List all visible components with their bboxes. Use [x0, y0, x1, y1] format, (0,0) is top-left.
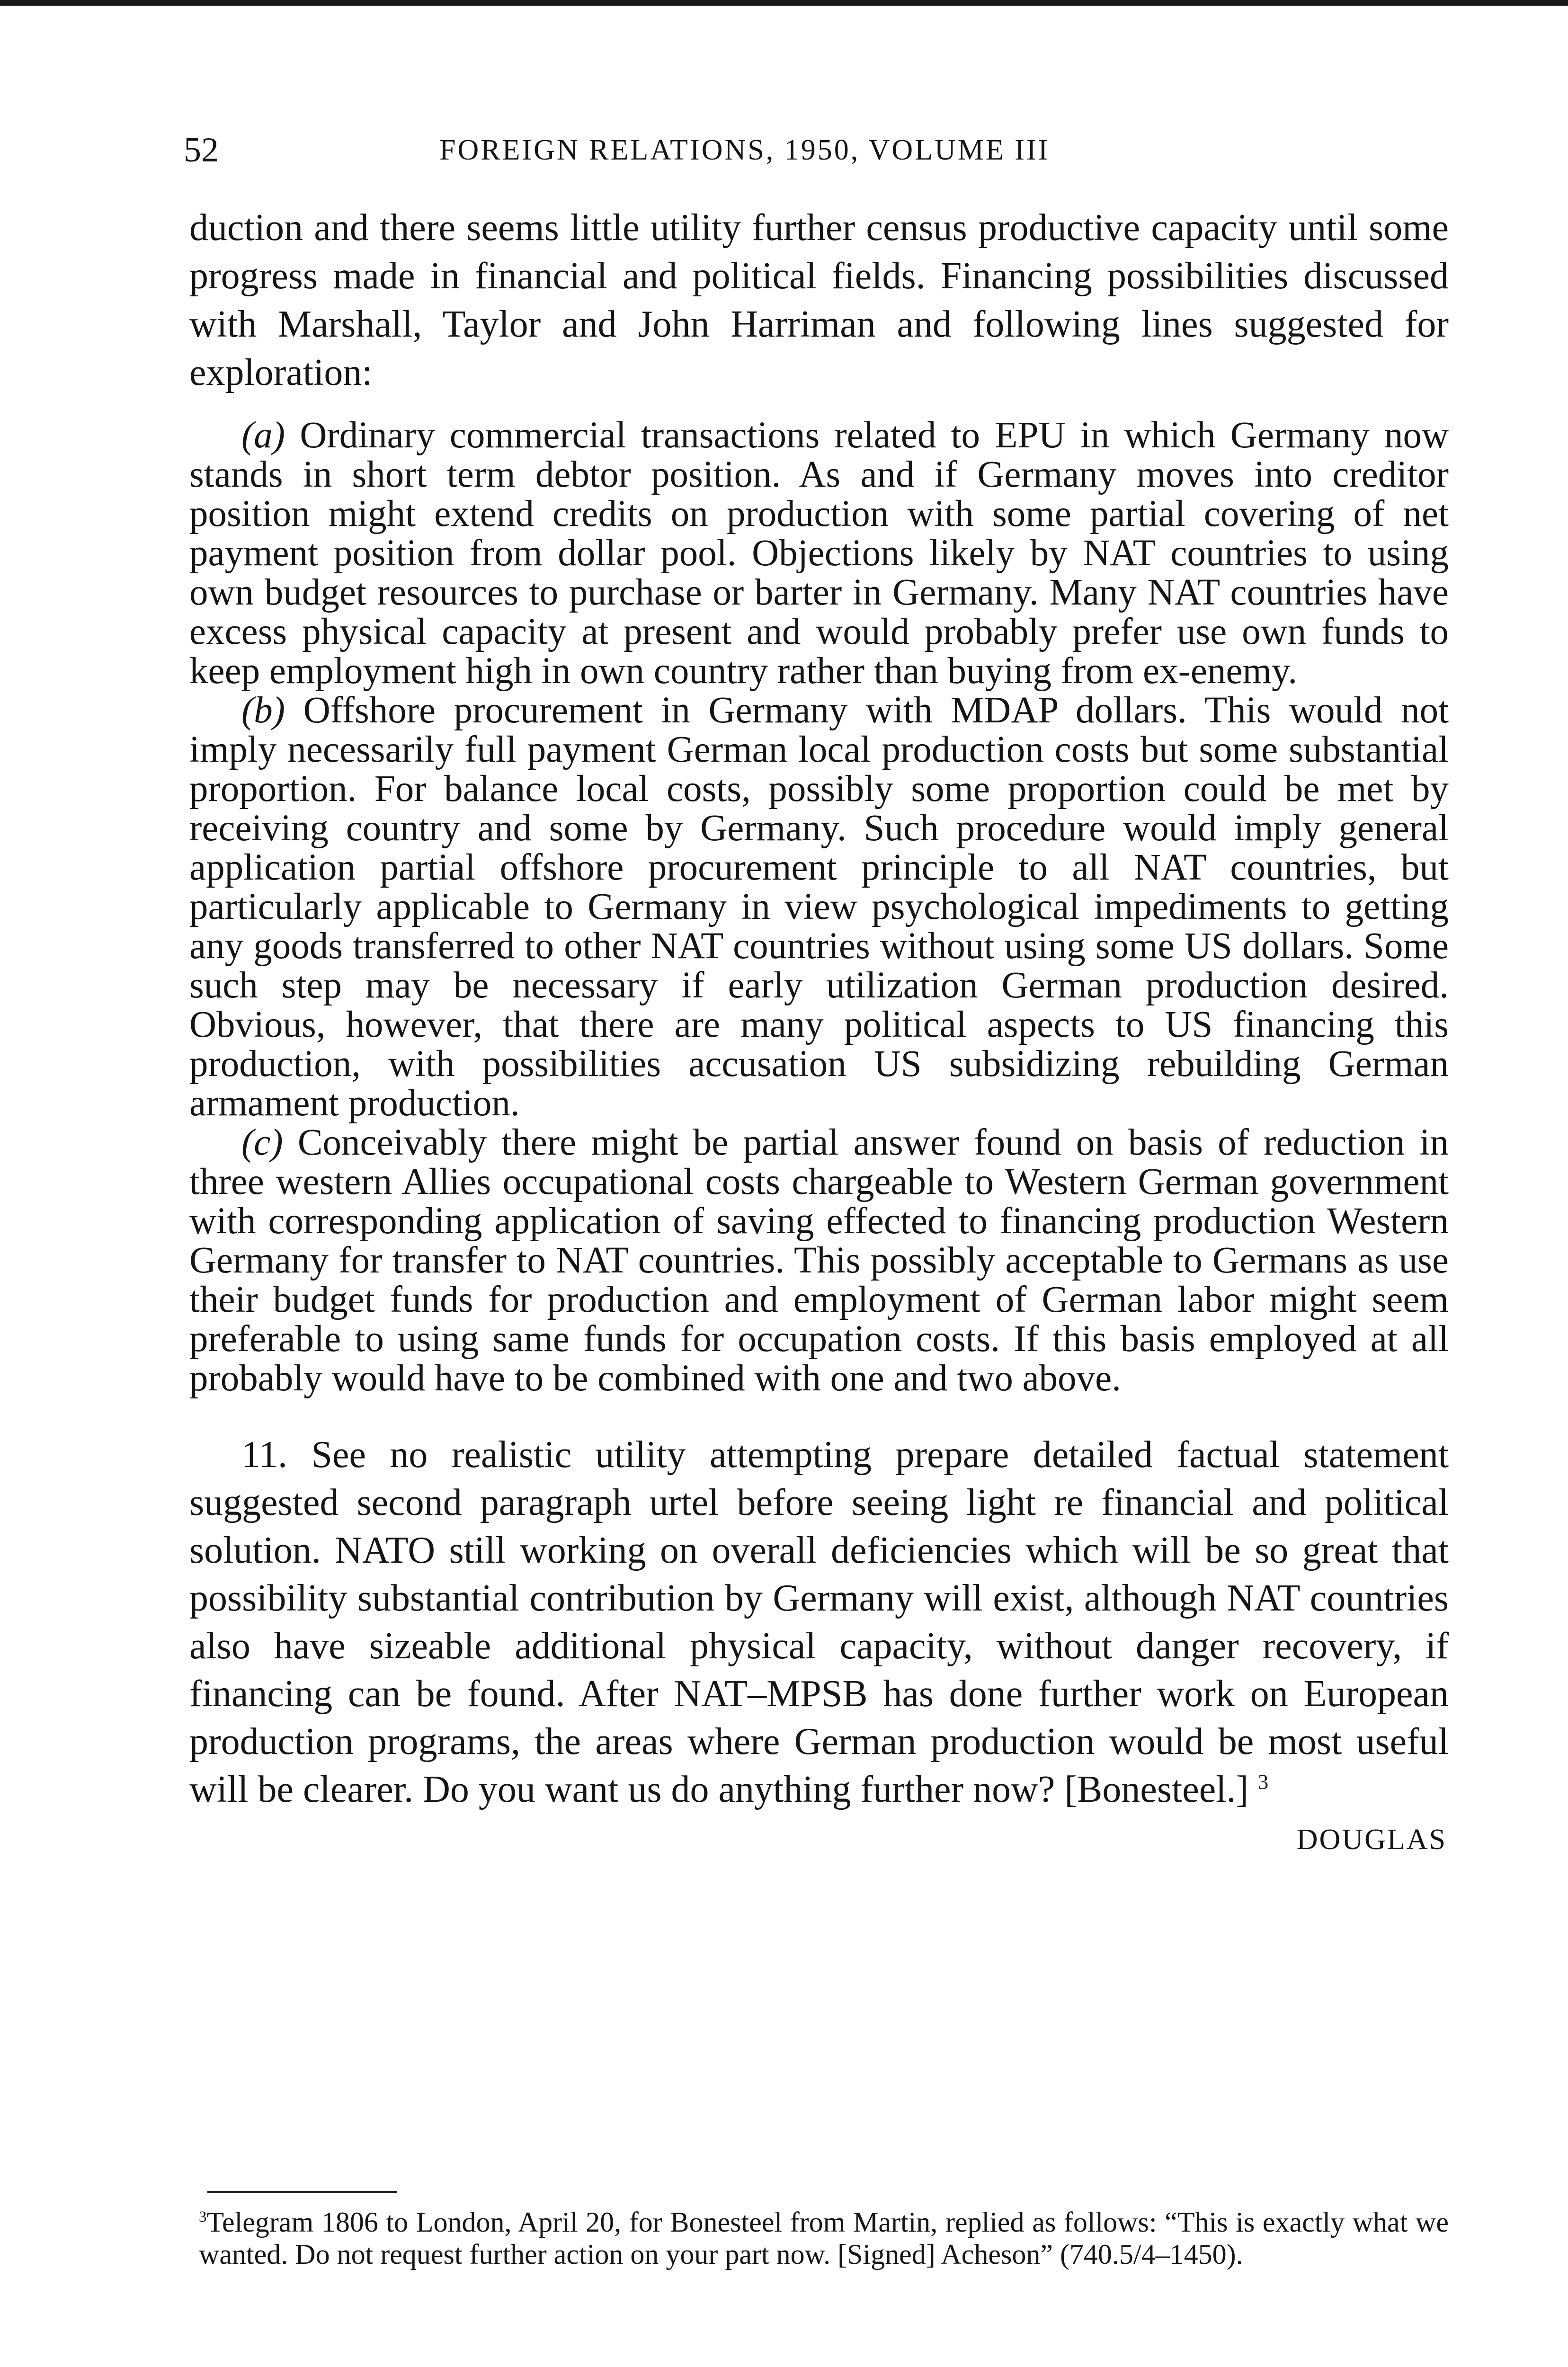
item-c-label: (c)	[241, 1122, 283, 1163]
page-number: 52	[184, 131, 219, 169]
item-c-paragraph	[189, 1123, 1449, 1398]
item-b-paragraph	[189, 691, 1449, 1123]
footnote-marker: 3	[199, 2208, 207, 2225]
footnote	[199, 2206, 1449, 2270]
footnote-rule	[207, 2191, 397, 2193]
footnote-reference: 3	[1258, 1770, 1269, 1794]
item-b-text: Offshore procurement in Germany with MDAP dollars. This would not imply necessarily full payment German local production costs but some substantial proportion. For balance local costs, possibly some proportion could be met by receiving country and some by Germany. Such procedure would imply general application partial offshore procurement principle to all NAT countries, but particularly applicable to Germany in view psychological impediments to getting any goods transferred to other NAT countries without using some US dollars. Some such step may be necessary if early utilization German production desired. Obvious, however, that there are many political aspects to US financing this production, with possibilities accusation US subsidizing rebuilding German armament production.	[189, 690, 1449, 1124]
item-a-text: Ordinary commercial transactions related to EPU in which Germany now stands in short term debtor position. As and if Germany moves into creditor position might extend credits on production with some partial covering of net payment position from dollar pool. Objections likely by NAT countries to using own budget resources to purchase or barter in Germany. Many NAT countries have excess physical capacity at present and would probably prefer use own funds to keep employment high in own country rather than buying from ex-enemy.	[189, 415, 1449, 692]
item-a-paragraph	[189, 416, 1449, 691]
top-edge-rule	[0, 0, 1568, 6]
paragraph-11	[189, 1431, 1449, 1814]
body-text	[189, 204, 1449, 1861]
signature: DOUGLAS	[1296, 1824, 1447, 1856]
running-head	[184, 129, 1452, 171]
item-a-label: (a)	[241, 415, 285, 456]
item-b-label: (b)	[241, 690, 285, 731]
intro-paragraph: duction and there seems little utility further census productive capacity until some progress made in financial and political fields. Financing possibilities discussed with Marshall, Taylor and John Harriman and following lines suggested for exploration:	[189, 207, 1449, 393]
paragraph-11-text: 11. See no realistic utility attempting prepare detailed factual statement suggested second paragraph urtel before seeing light re financial and political solution. NATO still working on overall deficiencies which will be so great that possibility substantial contribution by Germany will exist, although NAT countries also have sizeable additional physical capacity, without danger recovery, if financing can be found. After NAT–MPSB has done further work on European production programs, the areas where German production would be most useful will be clearer. Do you want us do anything further now? [Bonesteel.]	[189, 1434, 1449, 1810]
footnote-text: Telegram 1806 to London, April 20, for Bonesteel from Martin, replied as follows: “This is exactly what we wanted. Do not request further action on your part now. [Signed] Acheson” (740.5/4–1450).	[199, 2207, 1449, 2270]
item-c-text: Conceivably there might be partial answer found on basis of reduction in three western Allies occupational costs chargeable to Western German government with corresponding application of saving effected to financing production Western Germany for transfer to NAT countries. This possibly acceptable to Germans as use their budget funds for production and employment of German labor might seem preferable to using same funds for occupation costs. If this basis employed at all probably would have to be combined with one and two above.	[189, 1122, 1449, 1399]
running-title: FOREIGN RELATIONS, 1950, VOLUME III	[439, 134, 1050, 166]
